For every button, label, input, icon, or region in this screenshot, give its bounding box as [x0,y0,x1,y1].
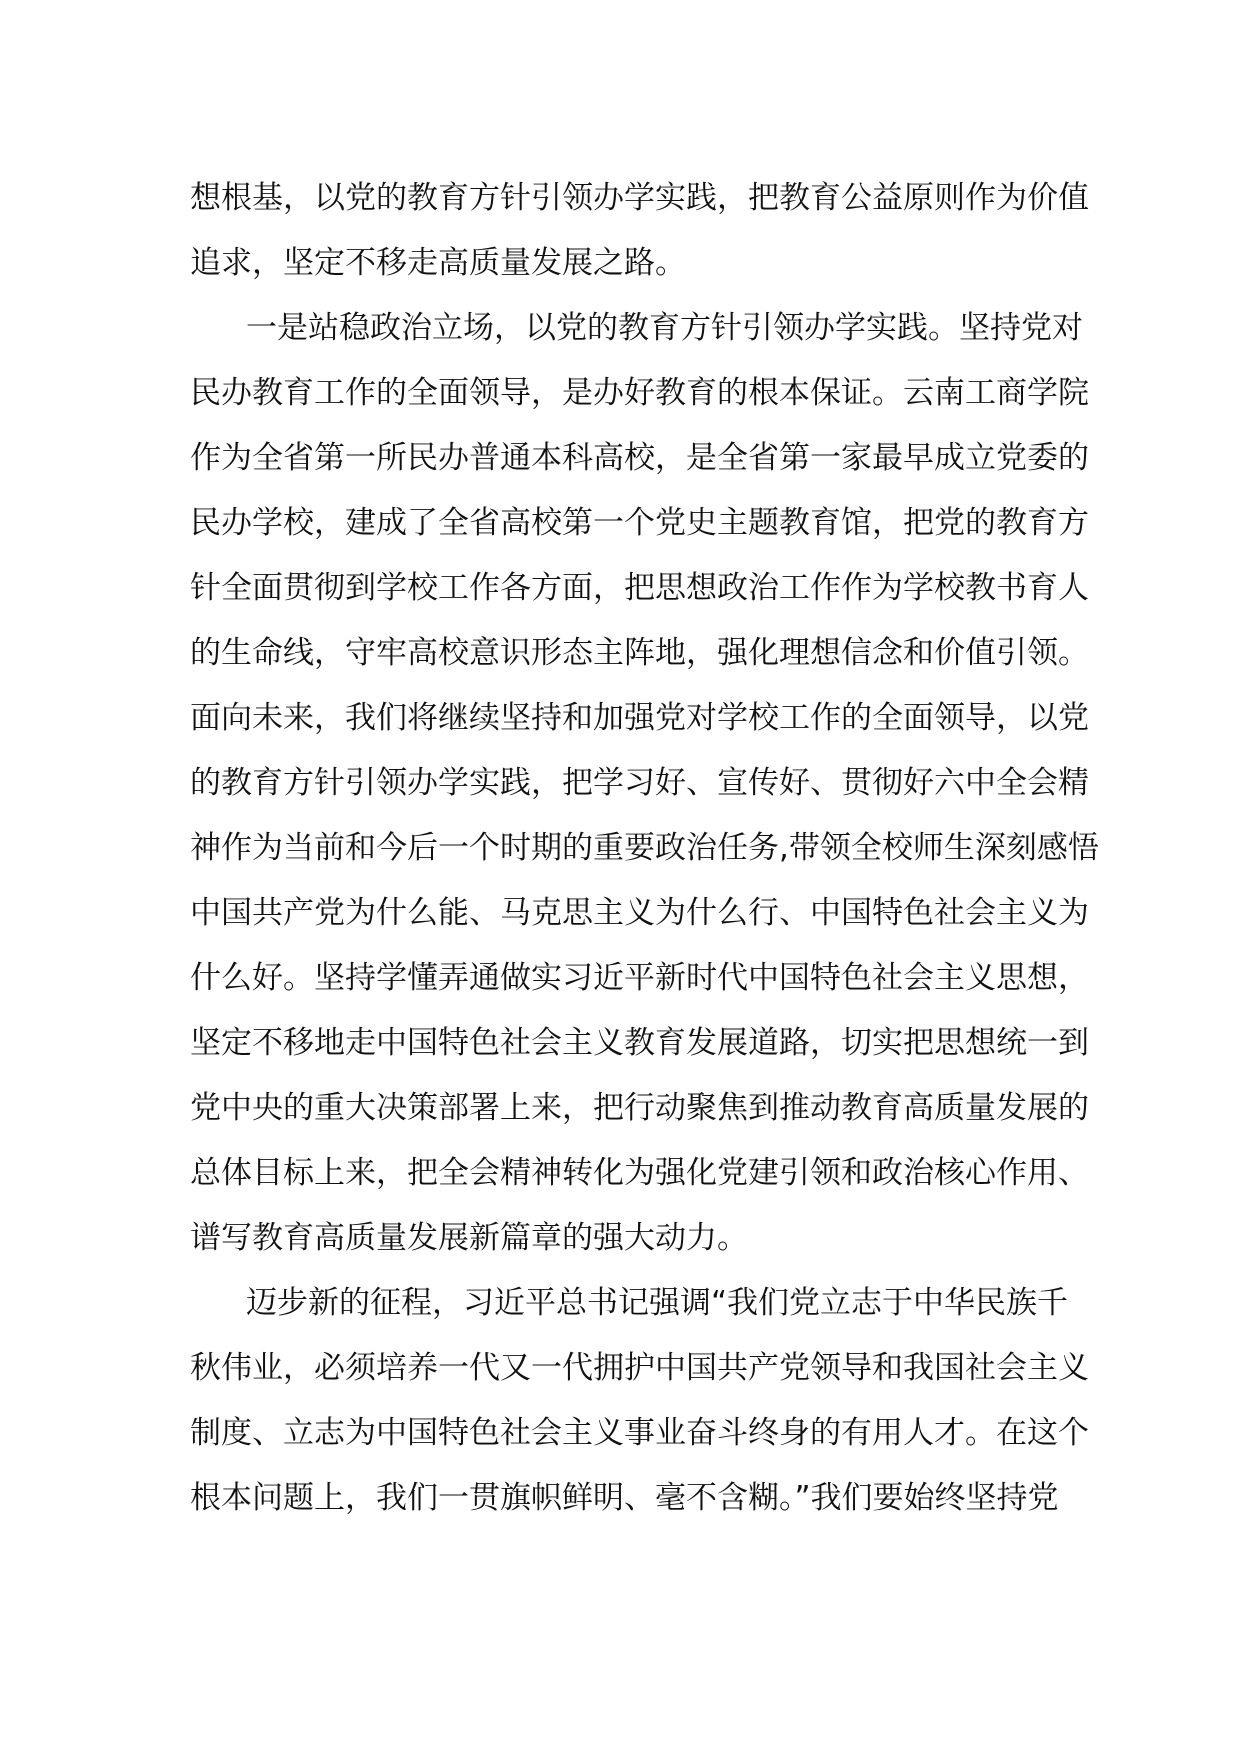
text-line: 总体目标上来，把全会精神转化为强化党建引领和政治核心作用、 [190,1155,1089,1191]
text-line: 民办学校，建成了全省高校第一个党史主题教育馆，把党的教育方 [190,505,1089,541]
text-line: 追求，坚定不移走高质量发展之路。 [190,245,686,281]
text-line: 根本问题上，我们一贯旗帜鲜明、毫不含糊。”我们要始终坚持党 [190,1480,1059,1516]
paragraph-continuation [190,166,1089,296]
text-line: 针全面贯彻到学校工作各方面，把思想政治工作作为学校教书育人 [190,570,1089,606]
body-text [190,166,1099,1531]
text-line: 一是站稳政治立场，以党的教育方针引领办学实践。坚持党对 [246,310,1083,346]
text-line: 作为全省第一所民办普通本科高校，是全省第一家最早成立党委的 [190,440,1089,476]
text-line: 谱写教育高质量发展新篇章的强大动力。 [190,1220,748,1256]
text-line: 迈步新的征程，习近平总书记强调“我们党立志于中华民族千 [246,1285,1069,1321]
text-line: 什么好。坚持学懂弄通做实习近平新时代中国特色社会主义思想， [190,960,1089,996]
text-line: 的教育方针引领办学实践，把学习好、宣传好、贯彻好六中全会精 [190,765,1089,801]
text-line: 坚定不移地走中国特色社会主义教育发展道路，切实把思想统一到 [190,1025,1089,1061]
text-line: 中国共产党为什么能、马克思主义为什么行、中国特色社会主义为 [190,895,1089,931]
text-line: 民办教育工作的全面领导，是办好教育的根本保证。云南工商学院 [190,375,1089,411]
text-line: 想根基，以党的教育方针引领办学实践，把教育公益原则作为价值 [190,180,1089,216]
text-line: 神作为当前和今后一个时期的重要政治任务,带领全校师生深刻感悟 [190,830,1099,866]
text-line: 面向未来，我们将继续坚持和加强党对学校工作的全面领导，以党 [190,700,1089,736]
paragraph-new-journey [190,1271,1089,1531]
text-line: 制度、立志为中国特色社会主义事业奋斗终身的有用人才。在这个 [190,1415,1089,1451]
paragraph-political-stance [190,296,1099,1271]
text-line: 党中央的重大决策部署上来，把行动聚焦到推动教育高质量发展的 [190,1090,1089,1126]
text-line: 秋伟业，必须培养一代又一代拥护中国共产党领导和我国社会主义 [190,1350,1089,1386]
text-line: 的生命线，守牢高校意识形态主阵地，强化理想信念和价值引领。 [190,635,1089,671]
